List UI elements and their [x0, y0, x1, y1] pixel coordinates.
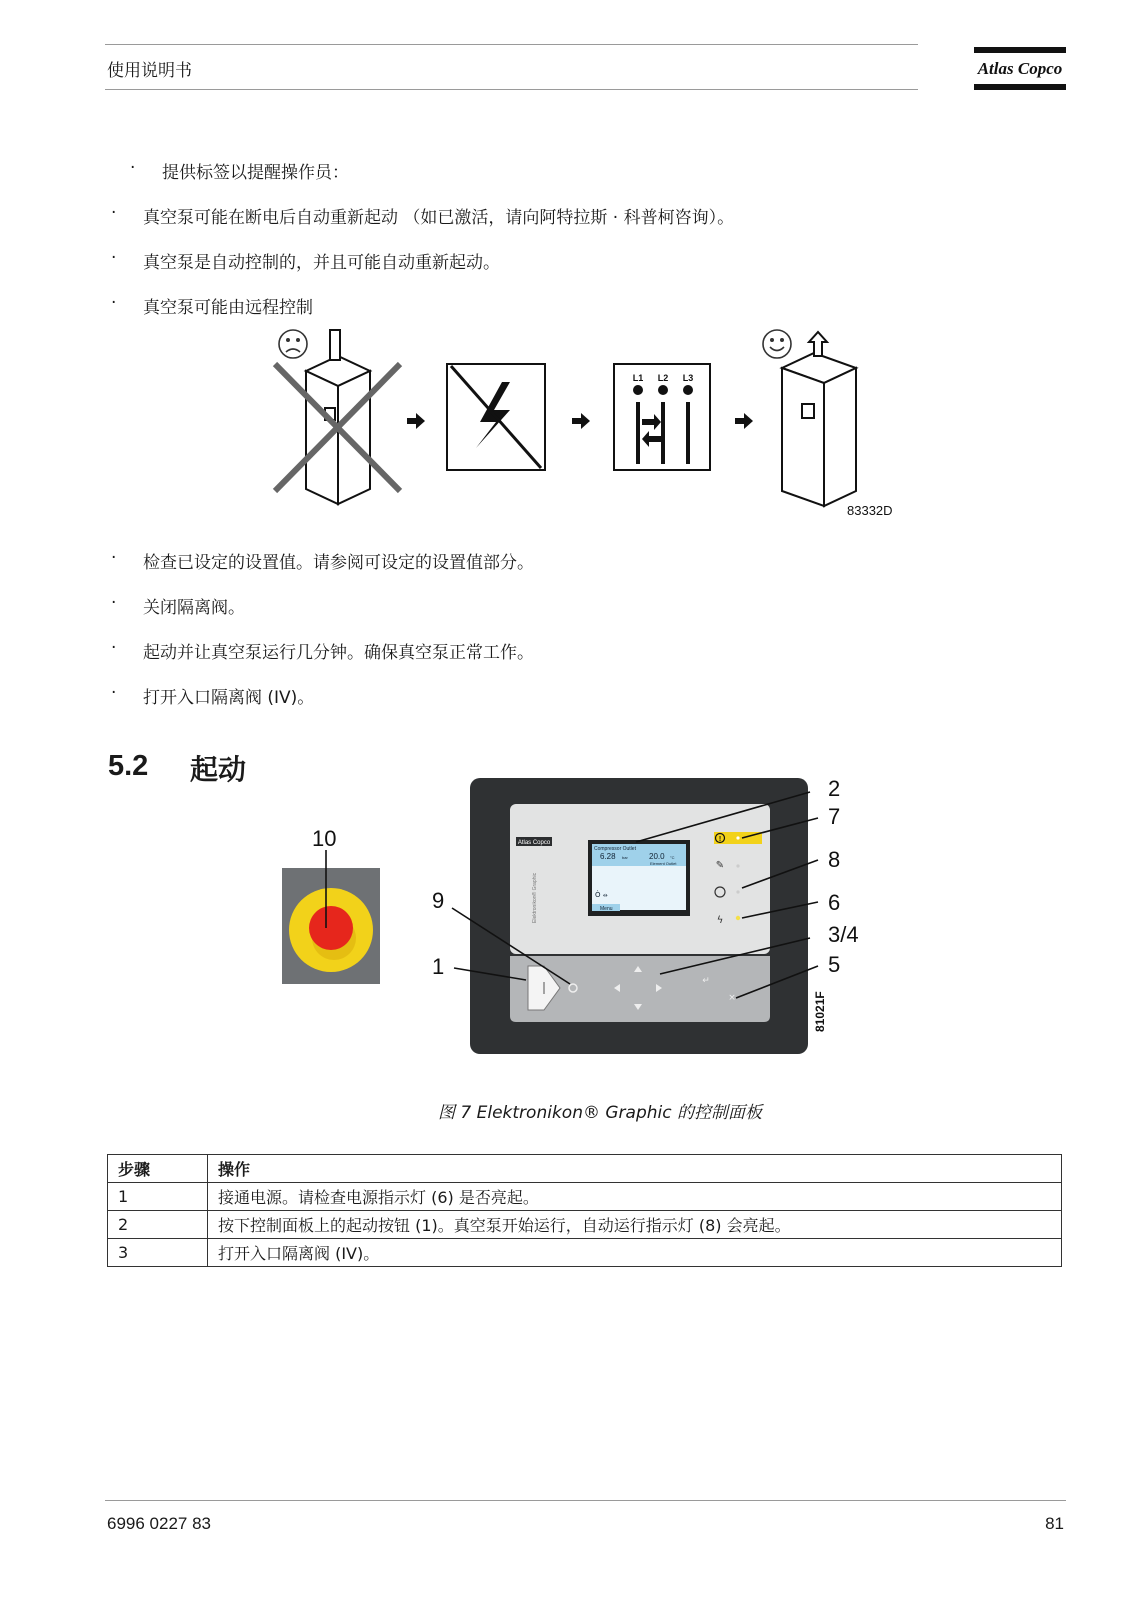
- bullet-text: 打开入口隔离阀 (IV)。: [143, 688, 315, 708]
- screen-value-2: 20.0: [649, 852, 665, 861]
- restart-sequence-figure: [270, 326, 910, 526]
- figure2-id: 81021F: [813, 991, 827, 1032]
- table-cell-step: 3: [108, 1239, 208, 1267]
- table-row: [108, 1239, 1062, 1267]
- bullet-dot: ·: [111, 248, 117, 268]
- arrow-right-icon: [735, 413, 753, 429]
- screen-status: Ò ⦵: [595, 891, 609, 899]
- callout-label: 10: [312, 826, 337, 851]
- table-header-row: [108, 1155, 1062, 1183]
- bullet-dot: ·: [111, 203, 117, 223]
- led-service: [736, 864, 739, 867]
- panel-side-label: Elektronikon® Graphic: [532, 872, 538, 923]
- sad-face-icon: [279, 330, 307, 358]
- screen-unit-2: °C: [670, 855, 675, 860]
- bullet-intro-text: 提供标签以提醒操作员：: [162, 163, 349, 183]
- bullet-dot: ·: [111, 638, 117, 658]
- bullet-dot: ·: [111, 593, 117, 613]
- callout-label: 3/4: [828, 922, 859, 947]
- bullet-text: 起动并让真空泵运行几分钟。确保真空泵正常工作。: [143, 643, 534, 663]
- table-row: [108, 1183, 1062, 1211]
- arrow-right-icon: [407, 413, 425, 429]
- power-cut-icon: [447, 364, 545, 470]
- happy-face-icon: [763, 330, 791, 358]
- header-title: 使用说明书: [107, 61, 192, 81]
- table-cell-step: 1: [108, 1183, 208, 1211]
- bullet-dot: ·: [111, 548, 117, 568]
- escape-button[interactable]: ×: [728, 993, 736, 1003]
- figure1-id: 83332D: [847, 503, 893, 518]
- svg-text:Atlas Copco: Atlas Copco: [977, 59, 1063, 78]
- machine-crossed-icon: [306, 330, 370, 504]
- led-auto-run: [736, 890, 739, 893]
- screen-value-1: 6.28: [600, 852, 616, 861]
- callout-label: 1: [432, 954, 445, 979]
- screen-label-2: Element Outlet: [650, 861, 677, 866]
- bullet-text: 关闭隔离阀。: [143, 598, 245, 618]
- table-cell-step: 2: [108, 1211, 208, 1239]
- phase-terminal-icon: [614, 364, 710, 470]
- bullet-dot: ·: [111, 683, 117, 703]
- table-row: [108, 1211, 1062, 1239]
- callout-label: 8: [828, 847, 841, 872]
- header-top-rule: [105, 44, 918, 45]
- bullet-text: 真空泵可能由远程控制: [143, 298, 313, 318]
- table-header-step: 步骤: [108, 1155, 208, 1183]
- callout-label: 2: [828, 778, 841, 801]
- table-cell-action: 打开入口隔离阀 (IV)。: [208, 1239, 1062, 1267]
- screen-unit-1: bar: [622, 855, 628, 860]
- led-power: [736, 916, 740, 920]
- page-number: 81: [1045, 1514, 1064, 1533]
- screen-menu: Menu: [600, 906, 613, 912]
- table-cell-action: 接通电源。请检查电源指示灯 (6) 是否亮起。: [208, 1183, 1062, 1211]
- panel-logo-text: Atlas Copco: [517, 840, 551, 846]
- callout-label: 9: [432, 888, 445, 913]
- callout-label: 7: [828, 804, 841, 829]
- table-header-action: 操作: [208, 1155, 1062, 1183]
- emergency-stop-icon: [282, 868, 380, 984]
- bullet-text: 真空泵是自动控制的，并且可能自动重新起动。: [143, 253, 500, 273]
- document-number: 6996 0227 83: [107, 1514, 211, 1533]
- svg-text:!: !: [718, 836, 722, 843]
- callout-label: 6: [828, 890, 841, 915]
- atlas-copco-logo: [974, 46, 1066, 92]
- machine-ok-icon: [782, 332, 856, 506]
- footer-rule: [105, 1500, 1066, 1501]
- screen-label-1: Compressor Outlet: [594, 846, 636, 852]
- figure-caption: 图 7 Elektronikon® Graphic 的控制面板: [438, 1103, 762, 1123]
- bullet-dot: ·: [111, 293, 117, 313]
- section-title: 起动: [190, 753, 247, 786]
- bullet-dot: ·: [130, 158, 136, 178]
- power-icon: ϟ: [716, 915, 724, 926]
- phase-label: L3: [682, 373, 694, 383]
- led-warning: [736, 836, 739, 839]
- phase-label: L1: [632, 373, 644, 383]
- steps-table: [107, 1154, 1062, 1267]
- bullet-text: 检查已设定的设置值。请参阅可设定的设置值部分。: [143, 553, 534, 573]
- control-panel-figure: [270, 778, 890, 1078]
- table-cell-action: 按下控制面板上的起动按钮 (1)。真空泵开始运行，自动运行指示灯 (8) 会亮起。: [208, 1211, 1062, 1239]
- panel-screen: [588, 840, 690, 916]
- wrench-icon: ✎: [715, 860, 725, 871]
- phase-label: L2: [657, 373, 669, 383]
- section-number: 5.2: [108, 750, 149, 782]
- header-bottom-rule: [105, 89, 918, 90]
- arrow-right-icon: [572, 413, 590, 429]
- bullet-text: 真空泵可能在断电后自动重新起动 （如已激活，请向阿特拉斯 · 科普柯咨询）。: [143, 208, 735, 228]
- callout-label: 5: [828, 952, 841, 977]
- enter-button[interactable]: ↵: [702, 976, 710, 986]
